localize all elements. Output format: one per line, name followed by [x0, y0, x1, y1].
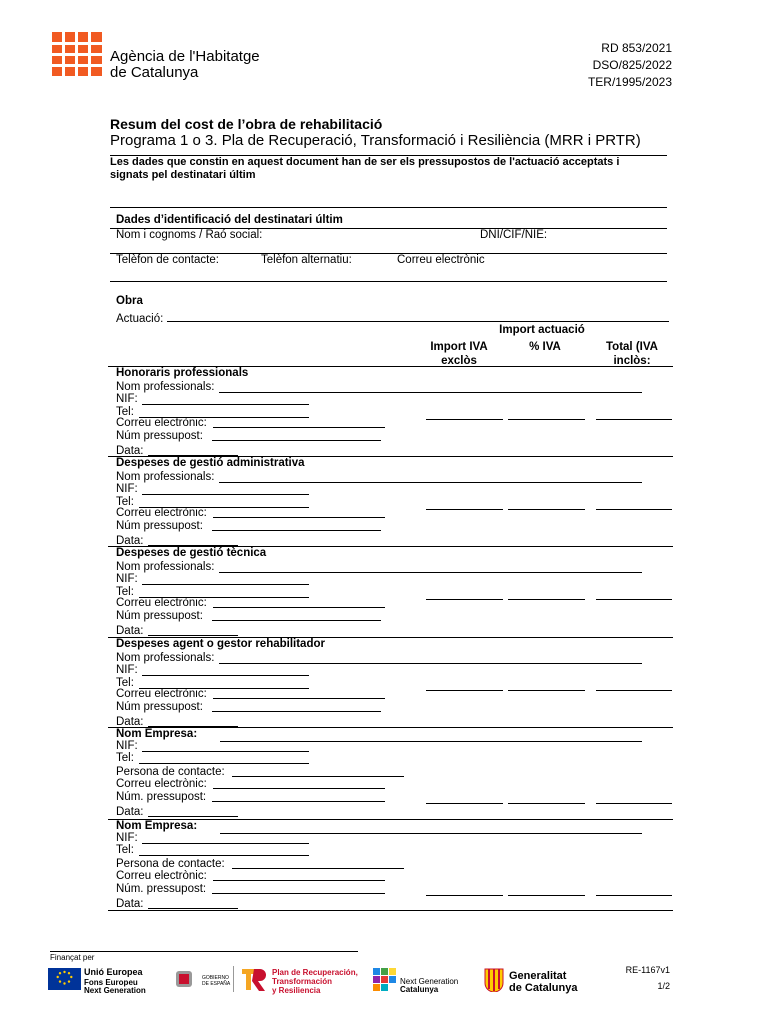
percent-iva-field[interactable] — [508, 509, 585, 510]
col-total-header: Total (IVA inclòs: — [606, 341, 658, 367]
obra-heading: Obra — [116, 295, 143, 307]
nif-label: NIF: — [116, 832, 138, 844]
data-label: Data: — [116, 535, 144, 547]
email-label: Correu electrònic: — [116, 597, 207, 609]
name-label: Nom i cognoms / Raó social: — [116, 229, 263, 241]
tel-label: Tel: — [116, 586, 134, 598]
data-field[interactable] — [148, 908, 238, 909]
nom-empresa-field[interactable] — [220, 741, 642, 742]
persona-contacte-label: Persona de contacte: — [116, 858, 225, 870]
logo-line2: de Catalunya — [110, 64, 199, 81]
section-title: Despeses agent o gestor rehabilitador — [116, 638, 325, 650]
nif-label: NIF: — [116, 740, 138, 752]
notice-text: Les dades que constin en aquest document han de ser els pressupostos de l'actuació acceptats i signats pel destinatari últim — [110, 156, 620, 181]
tel-label: Tel: — [116, 752, 134, 764]
total-iva-inclos-field[interactable] — [596, 419, 672, 420]
import-iva-exclos-field[interactable] — [426, 599, 503, 600]
nom-professionals-field[interactable] — [219, 663, 642, 664]
section-title: Despeses de gestió tècnica — [116, 547, 267, 559]
total-iva-inclos-field[interactable] — [596, 803, 672, 804]
email-field[interactable] — [213, 698, 385, 699]
financat-label: Finançat per — [50, 953, 95, 962]
percent-iva-field[interactable] — [508, 419, 585, 420]
num-pressupost-field[interactable] — [212, 530, 381, 531]
col-import-header: Import IVA exclòs — [430, 341, 488, 367]
import-iva-exclos-field[interactable] — [426, 509, 503, 510]
data-label: Data: — [116, 716, 144, 728]
email-label: Correu electrònic: — [116, 688, 207, 700]
ng-label-2: Catalunya — [400, 985, 439, 994]
bottom-divider — [108, 910, 673, 911]
total-iva-inclos-field[interactable] — [596, 599, 672, 600]
document-code: RE-1167v1 — [625, 965, 670, 975]
percent-iva-field[interactable] — [508, 895, 585, 896]
num-pressupost-field[interactable] — [212, 801, 385, 802]
prtr-logo-icon — [240, 966, 268, 994]
num-pressupost-label: Núm pressupost: — [116, 610, 203, 622]
eu-label-2: Fons Europeu — [84, 978, 138, 987]
nif-label: NIF: — [116, 573, 138, 585]
actuacio-field[interactable] — [167, 321, 669, 322]
import-iva-exclos-field[interactable] — [426, 803, 503, 804]
total-iva-inclos-field[interactable] — [596, 690, 672, 691]
footer-rule — [50, 951, 358, 952]
agency-logo-mark — [52, 32, 102, 76]
persona-contacte-label: Persona de contacte: — [116, 766, 225, 778]
nom-professionals-label: Nom professionals: — [116, 381, 215, 393]
page-subtitle: Programa 1 o 3. Pla de Recuperació, Transformació i Resiliència (MRR i PRTR) — [110, 132, 641, 149]
num-pressupost-label: Núm pressupost: — [116, 520, 203, 532]
num-pressupost-field[interactable] — [212, 711, 381, 712]
num-pressupost-label: Núm. pressupost: — [116, 883, 207, 895]
nif-label: NIF: — [116, 664, 138, 676]
spain-coat-of-arms-icon — [173, 967, 195, 991]
percent-iva-field[interactable] — [508, 599, 585, 600]
actuacio-label: Actuació: — [116, 313, 164, 325]
num-pressupost-label: Núm pressupost: — [116, 701, 203, 713]
section-title: Despeses de gestió administrativa — [116, 457, 305, 469]
email-label: Correu electrònic: — [116, 778, 207, 790]
data-label: Data: — [116, 898, 144, 910]
divider — [110, 281, 667, 282]
email-field[interactable] — [213, 517, 385, 518]
nom-professionals-label: Nom professionals: — [116, 561, 215, 573]
email-label: Correu electrònic — [397, 254, 485, 266]
tel-field[interactable] — [139, 763, 309, 764]
nom-empresa-field[interactable] — [220, 833, 642, 834]
email-field[interactable] — [213, 788, 385, 789]
email-field[interactable] — [213, 607, 385, 608]
page-title: Resum del cost de l’obra de rehabilitació — [110, 116, 383, 132]
email-field[interactable] — [213, 880, 385, 881]
num-pressupost-field[interactable] — [212, 620, 381, 621]
persona-contacte-field[interactable] — [232, 868, 404, 869]
prtr-label-1: Plan de Recuperación, — [272, 968, 358, 977]
data-field[interactable] — [148, 816, 238, 817]
email-label: Correu electrònic: — [116, 417, 207, 429]
nom-professionals-label: Nom professionals: — [116, 652, 215, 664]
import-group-header: Import actuació — [499, 324, 585, 336]
data-label: Data: — [116, 806, 144, 818]
nif-field[interactable] — [142, 751, 309, 752]
email-label: Correu electrònic: — [116, 507, 207, 519]
nif-label: NIF: — [116, 483, 138, 495]
footer-separator — [233, 966, 234, 992]
gob-label-1: GOBIERNO — [202, 975, 229, 981]
phone-label: Telèfon de contacte: — [116, 254, 219, 266]
tel-label: Tel: — [116, 677, 134, 689]
ident-heading: Dades d’identificació del destinatari últim — [116, 214, 343, 226]
prtr-label-2: Transformación — [272, 977, 333, 986]
col-iva-header: % IVA — [529, 341, 561, 353]
nif-field[interactable] — [142, 675, 309, 676]
eu-label-1: Unió Europea — [84, 967, 143, 977]
data-field[interactable] — [148, 635, 238, 636]
percent-iva-field[interactable] — [508, 803, 585, 804]
next-generation-catalunya-icon — [373, 968, 397, 992]
data-label: Data: — [116, 445, 144, 457]
eu-label-3: Next Generation — [84, 986, 146, 995]
gen-label-2: de Catalunya — [509, 982, 578, 994]
import-iva-exclos-field[interactable] — [426, 895, 503, 896]
tel-label: Tel: — [116, 496, 134, 508]
section-title: Honoraris professionals — [116, 367, 249, 379]
nif-field[interactable] — [142, 404, 309, 405]
num-pressupost-field[interactable] — [212, 440, 381, 441]
import-iva-exclos-field[interactable] — [426, 690, 503, 691]
eu-flag-icon — [48, 968, 81, 990]
email-label: Correu electrònic: — [116, 870, 207, 882]
alt-phone-label: Telèfon alternatiu: — [261, 254, 352, 266]
page-number: 1/2 — [657, 981, 670, 991]
nom-professionals-field[interactable] — [219, 392, 642, 393]
nom-professionals-field[interactable] — [219, 572, 642, 573]
gen-label-1: Generalitat — [509, 970, 567, 982]
gob-label-2: DE ESPAÑA — [202, 981, 231, 987]
num-pressupost-label: Núm. pressupost: — [116, 791, 207, 803]
ref-1: RD 853/2021 — [601, 41, 672, 55]
section-title: Nom Empresa: — [116, 820, 198, 832]
total-iva-inclos-field[interactable] — [596, 895, 672, 896]
nif-field[interactable] — [142, 843, 309, 844]
nif-label: NIF: — [116, 393, 138, 405]
num-pressupost-field[interactable] — [212, 893, 385, 894]
tel-label: Tel: — [116, 844, 134, 856]
section-title: Nom Empresa: — [116, 728, 198, 740]
divider — [110, 207, 667, 208]
num-pressupost-label: Núm pressupost: — [116, 430, 203, 442]
generalitat-emblem-icon — [484, 968, 504, 992]
nom-professionals-label: Nom professionals: — [116, 471, 215, 483]
nif-field[interactable] — [142, 584, 309, 585]
dni-label: DNI/CIF/NIE: — [480, 229, 548, 241]
ref-2: DSO/825/2022 — [592, 58, 672, 72]
nif-field[interactable] — [142, 494, 309, 495]
percent-iva-field[interactable] — [508, 690, 585, 691]
email-field[interactable] — [213, 427, 385, 428]
prtr-label-3: y Resiliencia — [272, 986, 321, 995]
tel-label: Tel: — [116, 406, 134, 418]
ng-label-1: Next Generation — [400, 977, 459, 986]
ref-3: TER/1995/2023 — [587, 75, 672, 89]
total-iva-inclos-field[interactable] — [596, 509, 672, 510]
tel-field[interactable] — [139, 855, 309, 856]
logo-line1: Agència de l'Habitatge — [110, 48, 260, 65]
import-iva-exclos-field[interactable] — [426, 419, 503, 420]
data-label: Data: — [116, 625, 144, 637]
nom-professionals-field[interactable] — [219, 482, 642, 483]
persona-contacte-field[interactable] — [232, 776, 404, 777]
